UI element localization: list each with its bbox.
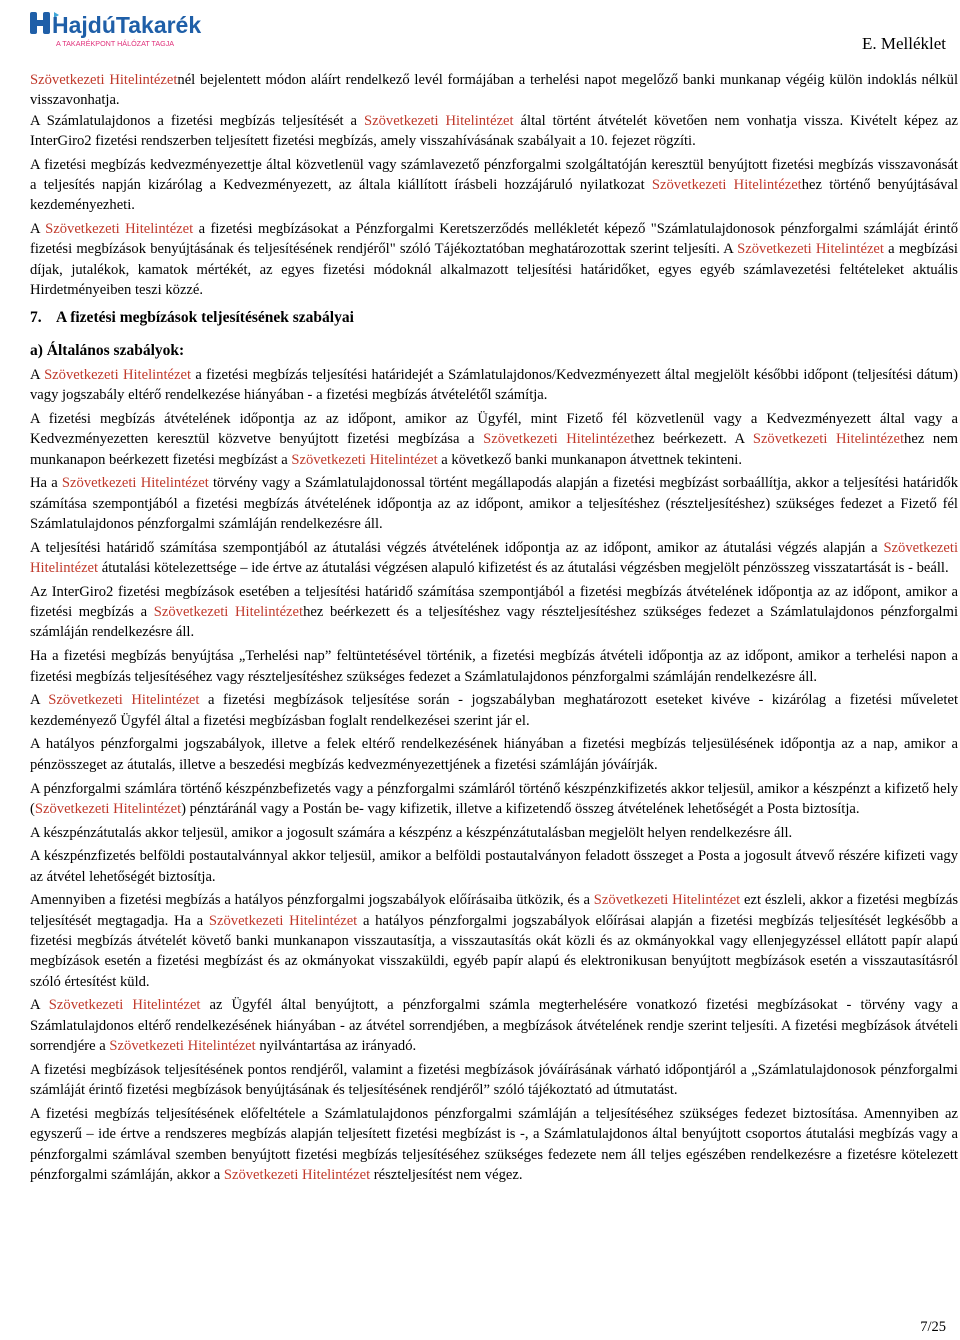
paragraph: [30, 995, 958, 1056]
paragraph-text: A fizetési megbízások teljesítésének pontos rendjéről, valamint a fizetési megbízások jóváírásának várható időpontjáról a „Számlatulajdonosok pénzforgalmi számláját érintő fizetési megbízások benyújtásának és teljesítésének rendjéről” szóló tájékoztató ad útmutatást.: [30, 1061, 958, 1099]
paragraph: [30, 734, 958, 775]
institution-name: Szövetkezeti Hitelintézet: [593, 892, 741, 909]
institution-name: Szövetkezeti Hitelintézet: [752, 431, 905, 448]
paragraph: [30, 582, 958, 643]
paragraph: [30, 219, 958, 300]
annex-label: E. Melléklet: [861, 34, 946, 53]
institution-name: Szövetkezeti Hitelintézet: [153, 604, 304, 621]
paragraph-text: a fizetési megbízásokat a Pénzforgalmi Keretszerződés mellékletét képező "Számlatulajdonosok pénzforgalmi számláját érintő fizetési megbízások benyújtásának és teljesítésének rendjéről" szóló Tájékoztatóban meghatározottak szerint teljesíti. A: [30, 221, 958, 258]
paragraph-text: A fizetési megbízás kedvezményezettje által közvetlenül vagy számlavezető pénzforgalmi szolgáltatóján keresztül benyújtott fizetési megbízás visszavonását a teljesítés napján kizárólag a Kedvezményezett, az általa kiállított írásbeli hozzájáruló nyilatkozat: [30, 156, 958, 193]
paragraph: [30, 1104, 958, 1185]
paragraph-text: hez nem munkanapon beérkezett fizetési megbízást a: [30, 431, 959, 468]
logo-tagline: A TAKARÉKPONT HÁLÓZAT TAGJA: [56, 39, 175, 48]
paragraph-text: A pénzforgalmi számlára történő készpénzbefizetés vagy a pénzforgalmi számláról történő készpénzkifizetés akkor teljesül, amikor a készpénzt a kifizető hely (: [30, 780, 958, 817]
paragraph: [30, 70, 958, 111]
institution-name: Szövetkezeti Hitelintézet: [30, 72, 178, 88]
institution-name: Szövetkezeti Hitelintézet: [364, 112, 514, 129]
page-header: [0, 0, 960, 60]
paragraph: [30, 779, 958, 820]
paragraph-group-rules: [30, 365, 958, 1185]
paragraph: [30, 155, 958, 216]
institution-name: Szövetkezeti Hitelintézet: [48, 997, 201, 1014]
paragraph-text: ) pénztáránál vagy a Postán be- vagy kifizetik, illetve a kifizetendő összeg átvételének lehetőségét a Posta biztosítja.: [181, 800, 860, 817]
institution-name: Szövetkezeti Hitelintézet: [48, 692, 200, 709]
paragraph-text: által történt átvételét követően nem vonhatja vissza. Kivételt képez az InterGiro2 fizetési rendszerben teljesített fizetési megbízás, amely visszahívásának szabályait a 10. fejezet rögzíti.: [30, 112, 958, 149]
paragraph: [30, 473, 958, 534]
paragraph-text: ezt észleli, akkor a fizetési megbízás teljesítését megtagadja. Ha a: [30, 892, 958, 929]
paragraph-text: A készpénzátutalás akkor teljesül, amikor a jogosult számára a készpénz a készpénzátutalásban megjelölt helyen rendelkezésre áll.: [30, 824, 793, 841]
paragraph-text: A fizetési megbízás átvételének időpontja az az időpont, amikor az Ügyfél, mint Fizető fél közvetlenül vagy a Kedvezményezett által vagy a Kedvezményezetten keresztül közvetve benyújtott fizetési megbízása a: [30, 410, 958, 448]
paragraph-group-intro: [30, 70, 958, 300]
paragraph-text: A Számlatulajdonos a fizetési megbízás teljesítését a: [30, 112, 364, 129]
paragraph-text: a megbízási díjak, jutalékok, kamatok mértékét, az egyes fizetési módoknál alkalmazott teljesítési határidőket, egyes egyéb számlavezetési feltételeket aktuális Hirdetményeiben teszi közzé.: [30, 241, 958, 298]
institution-name: Szövetkezeti Hitelintézet: [737, 241, 884, 258]
paragraph-text: A: [30, 366, 45, 383]
paragraph-text: a fizetési megbízás teljesítési határidejét a Számlatulajdonos/Kedvezményezett által megjelölt későbbi időpont (teljesítési dátum) vagy jogszabály eltérő rendelkezése hiányában - a fizetési megbízás átvételétől számítja.: [30, 366, 958, 404]
paragraph: [30, 646, 958, 687]
paragraph-text: Ha a: [30, 475, 62, 492]
institution-name: Szövetkezeti Hitelintézet: [45, 221, 194, 238]
institution-name: Szövetkezeti Hitelintézet: [223, 1166, 371, 1183]
institution-name: Szövetkezeti Hitelintézet: [34, 800, 182, 817]
paragraph-text: nyilvántartása az irányadó.: [255, 1038, 417, 1055]
paragraph-text: hez beérkezett. A: [634, 431, 753, 448]
institution-name: Szövetkezeti Hitelintézet: [291, 451, 438, 468]
paragraph: [30, 846, 958, 887]
paragraph-text: A hatályos pénzforgalmi jogszabályok, illetve a felek eltérő rendelkezésének hiányában a fizetési megbízás teljesülésének időpontja az a nap, amikor a pénzösszeget az átutalás, illetve a beszedési megbízás kedvezményezettjének a fizetési számláján jóváírják.: [30, 736, 958, 773]
paragraph: [30, 690, 958, 731]
paragraph: [30, 409, 958, 470]
section-number: 7.: [30, 309, 42, 327]
paragraph-text: a fizetési megbízások teljesítése során - jogszabályban meghatározott eseteket kivéve - kizárólag a fizetési műveletet kezdeményező Ügyfél által a fizetési megbízásban foglalt rendelkezései szerint jár el.: [30, 692, 958, 729]
institution-name: Szövetkezeti Hitelintézet: [61, 475, 209, 492]
paragraph-text: Amennyiben a fizetési megbízás a hatályos pénzforgalmi jogszabályok előírásaiba ütközik, és a: [30, 892, 594, 909]
paragraph-text: nél bejelentett módon aláírt rendelkező levél formájában a terhelési napot megelőző banki munkanap végéig külön indoklás nélkül visszavonhatja.: [30, 72, 958, 109]
paragraph: [30, 823, 958, 843]
institution-name: Szövetkezeti Hitelintézet: [483, 431, 635, 448]
paragraph-text: részteljesítést nem végez.: [370, 1166, 523, 1183]
paragraph-text: hez beérkezett és a teljesítéshez vagy részteljesítéshez szükséges fedezet a Számlatulajdonos pénzforgalmi számláján rendelkezésre áll.: [30, 604, 959, 641]
institution-name: Szövetkezeti Hitelintézet: [208, 912, 358, 929]
paragraph-text: az Ügyfél által benyújtott, a pénzforgalmi számla megterhelésére vonatkozó fizetési megbízásokat - törvény vagy a Számlatulajdonos eltérő rendelkezésének hiányában - az átvétel sorrendjében, a megbízások átvételének rendje szerint teljesíti. A fizetési megbízások átvételi sorrendjére a: [30, 997, 959, 1055]
paragraph-text: Ha a fizetési megbízás benyújtása „Terhelési nap” feltüntetésével történik, a fizetési megbízás átvételi időpontja az az időpont, amikor a terhelési napon a fizetési megbízás teljesítéséhez vagy részteljesítéshez szükséges fedezet a Számlatulajdonos pénzforgalmi számláján rendelkezésre áll.: [30, 648, 958, 685]
paragraph-text: törvény vagy a Számlatulajdonossal történt megállapodás alapján a fizetési megbízást sorbaállítja, akkor a teljesítési határidők számítása szempontjából a fizetési megbízás átvételének időpontja az az időpont, amikor a teljesítéshez (részteljesítéshez) szükséges fedezet a Fizető fél Számlatulajdonos pénzforgalmi számláján rendelkezésre áll.: [30, 475, 958, 532]
paragraph-text: a következő banki munkanapon átvettnek tekinteni.: [437, 451, 742, 468]
paragraph: [30, 1060, 958, 1101]
hajdu-takarek-logo: [30, 6, 250, 52]
section-title-text: A fizetési megbízások teljesítésének szabályai: [56, 309, 354, 327]
paragraph-text: Az InterGiro2 fizetési megbízások esetében a teljesítési határidő számítása szempontjából a fizetési megbízás átvételének időpontja az az időpont, amikor a fizetési megbízás a: [30, 583, 958, 621]
paragraph-text: A: [30, 221, 46, 238]
paragraph-text: A fizetési megbízás teljesítésének előfeltétele a Számlatulajdonos pénzforgalmi számláján a teljesítéséhez szükséges fedezet biztosítása. Amennyiben az egyszerű – ide értve a rendszeres megbízás alapján teljesített fizetési megbízást is -, a Számlatulajdonos által benyújtott csoportos átutalási megbízás vagy a pénzforgalmi számlával szemben benyújtott fizetési megbízás teljesítéséhez szükséges fedezete nem áll teljes egészében rendelkezésre a fizetésre kötelezett pénzforgalmi számláján, akkor a: [30, 1105, 958, 1183]
logo-wordmark: HajdúTakarék: [52, 12, 202, 38]
paragraph: [30, 890, 958, 991]
paragraph-text: A: [30, 997, 49, 1014]
paragraph-text: A készpénzfizetés belföldi postautalvánnyal akkor teljesül, amikor a belföldi postautalványon feladott összeget a Posta a jogosult átvevő részére kifizeti vagy az átvétel lehetőségét biztosítja.: [30, 848, 958, 885]
paragraph-text: A teljesítési határidő számítása szempontjából az átutalási végzés átvételének időpontja az az időpont, amikor az átutalási végzés alapján a: [30, 539, 884, 556]
subsection-heading: a) Általános szabályok:: [30, 341, 185, 359]
document-body: [30, 70, 958, 1189]
institution-name: Szövetkezeti Hitelintézet: [109, 1038, 256, 1055]
paragraph: [30, 111, 958, 152]
paragraph: [30, 538, 958, 579]
paragraph-text: A: [30, 692, 49, 709]
section-heading: [30, 308, 958, 328]
paragraph-text: a hatályos pénzforgalmi jogszabályok előírásai alapján a fizetési megbízás teljesítését legkésőbb a fizetési megbízás átvételét követő banki munkanapon visszautasítja, a visszautasítás okát közli és az okmányokkal vagy ellenjegyzéssel ellátott papír alapú megbízások esetén a fizetési megbízást és az okmányokat visszaküldi, egyéb papír alapú és elektronikusan benyújtott megbízások esetén a visszautasításról szóló értesítést küld.: [30, 912, 959, 990]
paragraph-text: átutalási kötelezettsége – ide értve az átutalási végzésen alapuló kifizetést és az átutalási végzésben megjelölt pénzösszeg visszatartását is - beáll.: [98, 560, 949, 577]
logo-graphic: [30, 6, 250, 52]
paragraph-text: hez történő benyújtásával kezdeményezheti.: [30, 176, 958, 214]
institution-name: Szövetkezeti Hitelintézet: [651, 176, 802, 193]
institution-name: Szövetkezeti Hitelintézet: [30, 539, 958, 577]
institution-name: Szövetkezeti Hitelintézet: [44, 366, 192, 383]
page-number: 7/25: [920, 1319, 946, 1335]
paragraph: [30, 365, 958, 406]
